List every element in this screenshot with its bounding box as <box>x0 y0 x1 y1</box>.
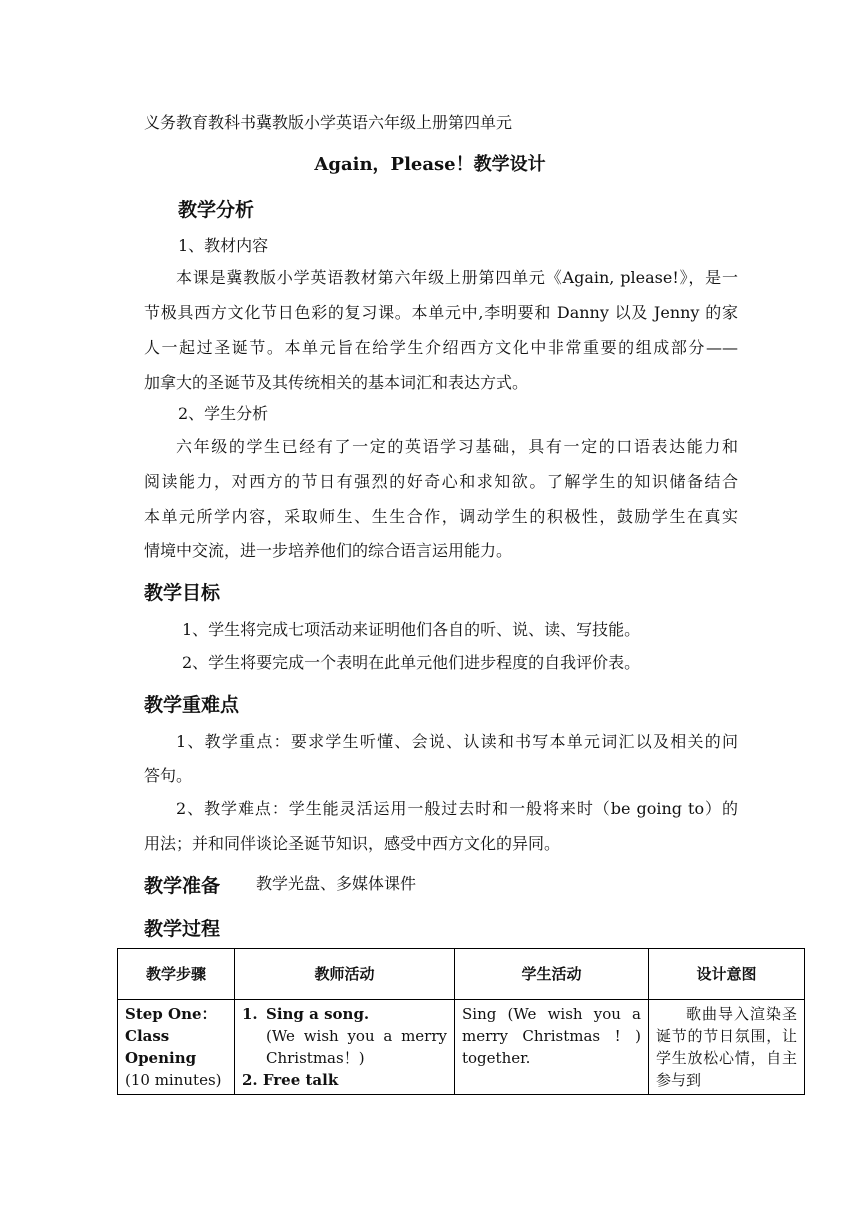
design-intent-cell: 歌曲导入渲染圣诞节的节日氛围，让学生放松心情，自主参与到 <box>649 1000 805 1095</box>
table-header-cell: 教学步骤 <box>118 949 235 1000</box>
table-header-cell: 教师活动 <box>235 949 455 1000</box>
paragraph-line: 六年级的学生已经有了一定的英语学习基础，具有一定的口语表达能力和 <box>176 437 738 456</box>
goal-item: 1、学生将完成七项活动来证明他们各自的听、说、读、写技能。 <box>182 620 641 639</box>
section-heading-analysis: 教学分析 <box>178 199 255 221</box>
section-heading-process: 教学过程 <box>144 918 221 940</box>
paragraph-line: 节极具西方文化节日色彩的复习课。本单元中,李明要和 Danny 以及 Jenny 的家 <box>144 303 738 322</box>
table-header-cell: 设计意图 <box>649 949 805 1000</box>
keypoint-line: 2、教学难点：学生能灵活运用一般过去时和一般将来时（be going to）的 <box>176 799 738 818</box>
step-label: Step One： <box>125 1005 217 1023</box>
step-cell <box>118 1000 235 1095</box>
keypoint-line: 答句。 <box>144 766 193 785</box>
paragraph-line: 情境中交流，进一步培养他们的综合语言运用能力。 <box>144 541 513 560</box>
section-heading-prep: 教学准备 <box>144 875 221 897</box>
table-row <box>118 1000 805 1095</box>
section-heading-keypoints: 教学重难点 <box>144 694 240 716</box>
teacher-item-1-detail: (We wish you a merry Christmas！) <box>266 1027 447 1067</box>
teacher-activity-cell <box>235 1000 455 1095</box>
teacher-item-1: Sing a song. <box>266 1005 370 1023</box>
document-header: 义务教育教科书冀教版小学英语六年级上册第四单元 <box>144 113 513 132</box>
paragraph-line: 阅读能力，对西方的节日有强烈的好奇心和求知欲。了解学生的知识储备结合 <box>144 472 738 491</box>
teacher-item-2: 2. Free talk <box>242 1071 339 1089</box>
keypoint-line: 用法；并和同伴谈论圣诞节知识，感受中西方文化的异同。 <box>144 834 561 853</box>
table-header-row <box>118 949 805 1000</box>
step-name: Class Opening <box>125 1027 197 1067</box>
paragraph-line: 加拿大的圣诞节及其传统相关的基本词汇和表达方式。 <box>144 373 529 392</box>
list-number: 1. <box>242 1005 258 1023</box>
process-table <box>117 948 805 1095</box>
step-time: (10 minutes) <box>125 1071 222 1089</box>
document-title: Again，Please！教学设计 <box>314 154 546 175</box>
paragraph-line: 本单元所学内容，采取师生、生生合作，调动学生的积极性，鼓励学生在真实 <box>144 507 738 526</box>
subheading-material: 1、教材内容 <box>178 236 269 255</box>
paragraph-line: 本课是冀教版小学英语教材第六年级上册第四单元《Again, please!》，是一 <box>176 268 738 287</box>
student-activity-cell: Sing (We wish you a merry Christmas ! ) together. <box>455 1000 649 1095</box>
paragraph-line: 人一起过圣诞节。本单元旨在给学生介绍西方文化中非常重要的组成部分—— <box>144 338 738 357</box>
keypoint-line: 1、教学重点：要求学生听懂、会说、认读和书写本单元词汇以及相关的问 <box>176 732 738 751</box>
subheading-students: 2、学生分析 <box>178 404 269 423</box>
table-header-cell: 学生活动 <box>455 949 649 1000</box>
goal-item: 2、学生将要完成一个表明在此单元他们进步程度的自我评价表。 <box>182 653 641 672</box>
section-heading-goals: 教学目标 <box>144 582 221 604</box>
prep-text: 教学光盘、多媒体课件 <box>256 874 417 893</box>
